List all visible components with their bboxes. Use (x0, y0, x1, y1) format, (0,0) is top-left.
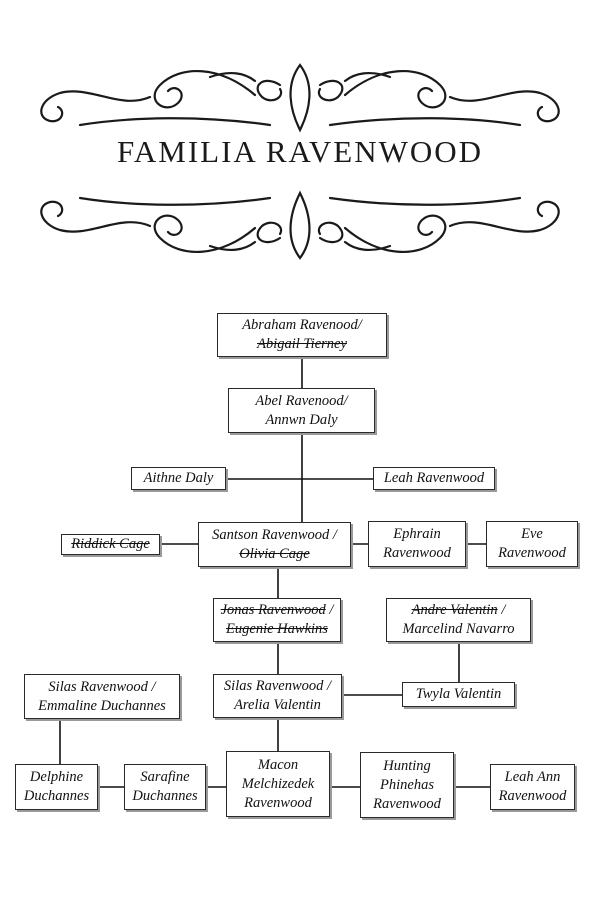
name-line: Riddick Cage (71, 536, 150, 552)
name-line: Emmaline Duchannes (38, 697, 166, 714)
name-line: Ravenwood (498, 788, 567, 804)
struck-name: Jonas Ravenwood (220, 602, 326, 618)
person-box-silas-arelia (213, 674, 342, 718)
name-line: Ravenwood (383, 545, 451, 561)
name-line: Silas Ravenwood / (223, 678, 332, 694)
person-box-eve (486, 521, 578, 567)
person-box-delphine (15, 764, 98, 810)
name-line: Marcelind Navarro (402, 621, 515, 637)
name-line: Duchannes (132, 788, 198, 804)
page-title: FAMILIA RAVENWOOD (116, 134, 484, 169)
person-box-twyla (402, 682, 515, 707)
name-line: Andre Valentin / (411, 602, 506, 618)
name-line: Leah Ravenwood (383, 470, 485, 486)
person-box-abel (228, 388, 375, 433)
name-line: Annwn Daly (265, 411, 338, 428)
name-line: Delphine (29, 769, 84, 785)
name-line: Olivia Cage (239, 545, 310, 562)
person-box-andre (386, 598, 531, 642)
name-line: Ravenwood (373, 795, 441, 812)
name-line: Leah Ann (504, 769, 561, 785)
name-line: Abigail Tierney (257, 336, 347, 352)
person-box-sarafine (124, 764, 206, 810)
person-box-ephrain (368, 521, 466, 567)
name-line: Duchannes (23, 788, 90, 804)
person-box-riddick (61, 534, 160, 555)
name-line: Ephrain (393, 526, 441, 542)
name-line: Silas Ravenwood / (48, 678, 156, 695)
person-box-jonas (213, 598, 341, 642)
person-box-macon (226, 751, 330, 817)
name-line: Arelia Valentin (234, 697, 321, 713)
person-box-leah-ann (490, 764, 575, 810)
name-line: Phinehas (380, 776, 434, 793)
name-line: Eugenie Hawkins (226, 621, 328, 637)
name-line: Ravenwood (498, 545, 566, 561)
name-line: Twyla Valentin (415, 686, 502, 702)
person-box-santson (198, 522, 351, 567)
name-line: Macon (257, 756, 299, 773)
name-line: Hunting (383, 757, 431, 774)
name-line: Ravenwood (244, 794, 312, 811)
struck-name: Andre Valentin (411, 602, 498, 618)
name-line: Eve (521, 526, 543, 542)
name-line: Abraham Ravenood/ (242, 317, 362, 333)
person-box-aithne (131, 467, 226, 490)
person-box-hunting (360, 752, 454, 818)
person-box-leah (373, 467, 495, 490)
name-line: Jonas Ravenwood / (220, 602, 334, 618)
name-line: Abel Ravenood/ (255, 392, 348, 409)
name-line: Melchizedek (241, 775, 315, 792)
name-line: Santson Ravenwood / (212, 526, 337, 543)
name-line: Sarafine (140, 769, 190, 785)
person-box-abraham (217, 313, 387, 357)
person-box-silas-emmaline (24, 674, 180, 719)
name-line: Aithne Daly (143, 470, 214, 486)
